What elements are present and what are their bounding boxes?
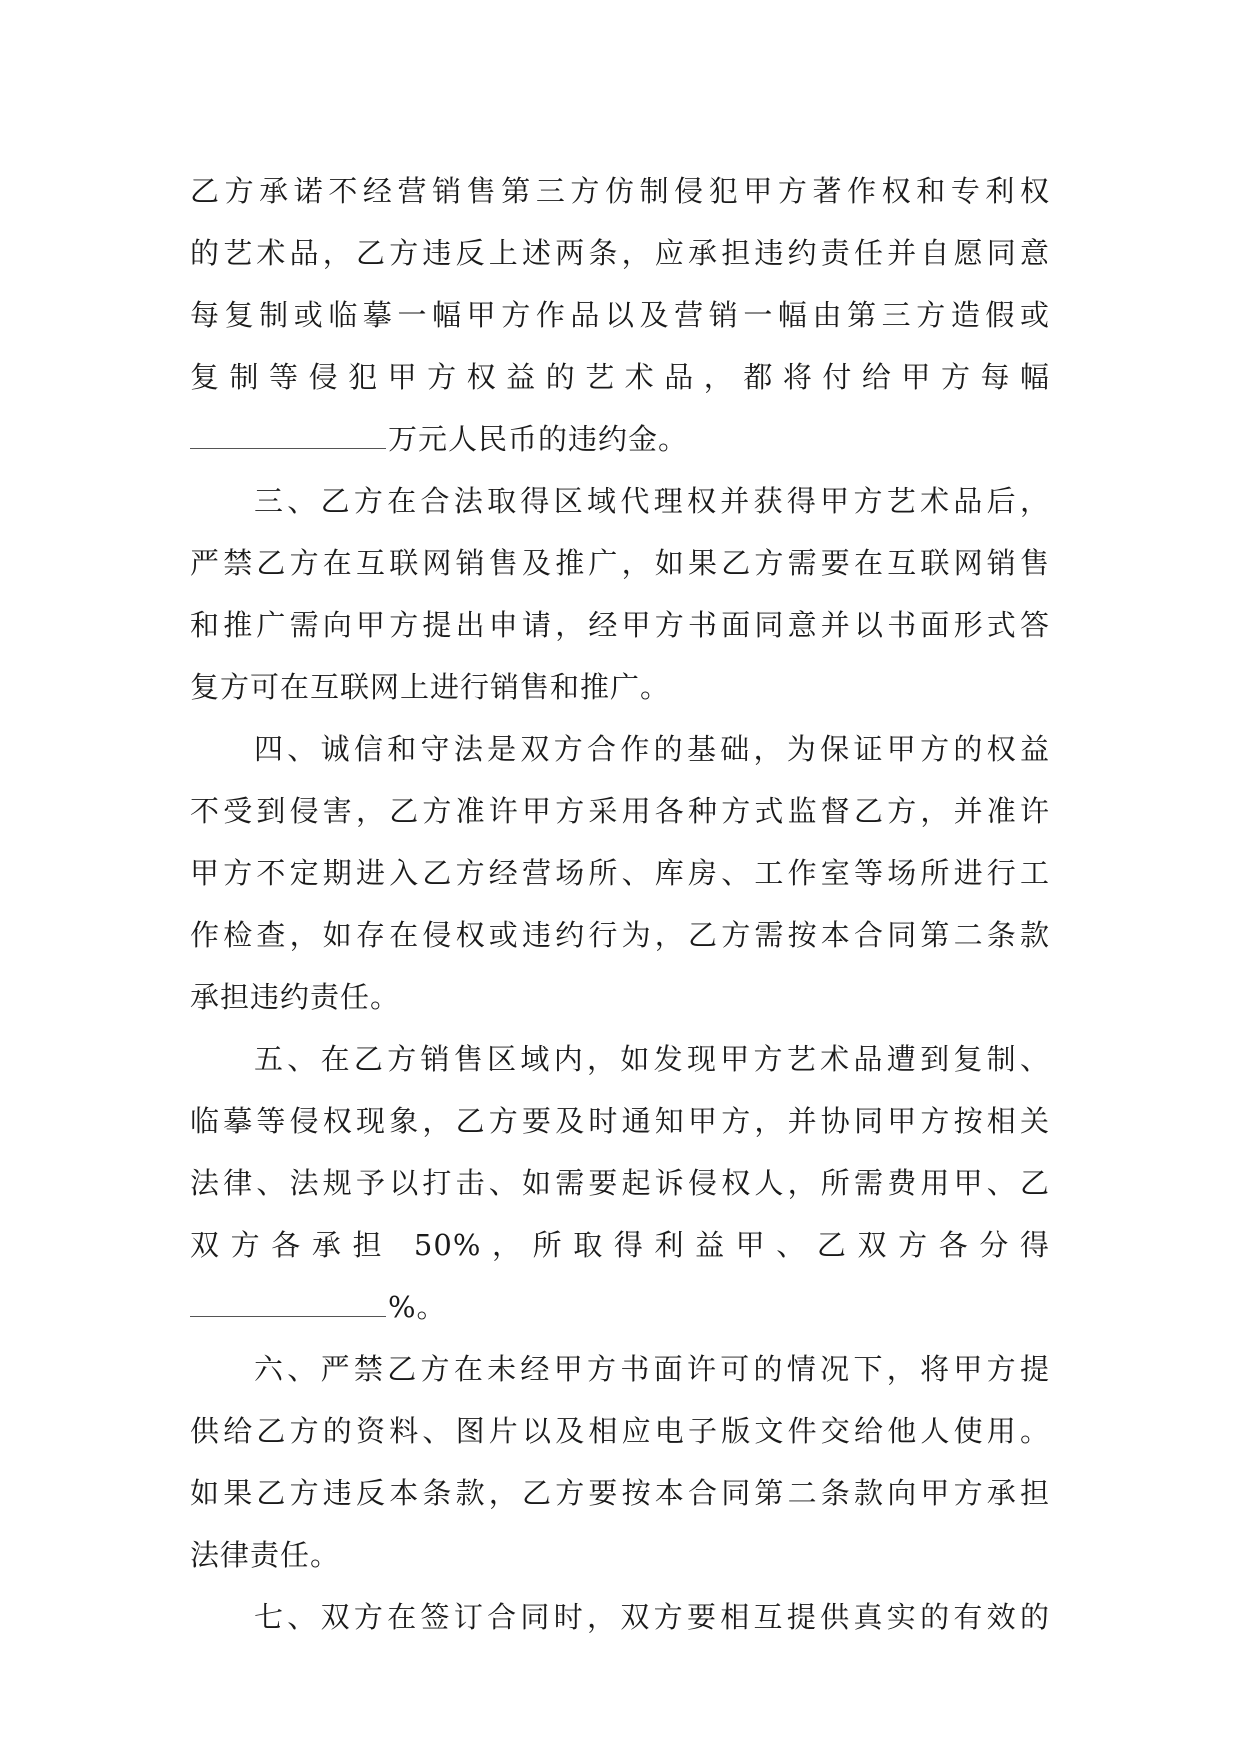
text-line: 不受到侵害，乙方准许甲方采用各种方式监督乙方，并准许 xyxy=(190,794,1050,828)
text-line: 三、乙方在合法取得区域代理权并获得甲方艺术品后， xyxy=(254,484,1050,518)
text-line: 复方可在互联网上进行销售和推广。 xyxy=(190,670,671,704)
text-line: 承担违约责任。 xyxy=(190,980,401,1014)
text-line: 四、诚信和守法是双方合作的基础，为保证甲方的权益 xyxy=(254,732,1050,766)
text-line: 六、严禁乙方在未经甲方书面许可的情况下，将甲方提 xyxy=(254,1352,1050,1386)
text-line: 甲方不定期进入乙方经营场所、库房、工作室等场所进行工 xyxy=(190,856,1050,890)
text-line: 五、在乙方销售区域内，如发现甲方艺术品遭到复制、 xyxy=(254,1042,1050,1076)
text-line: 七、双方在签订合同时，双方要相互提供真实的有效的 xyxy=(254,1600,1050,1634)
text-line: 每复制或临摹一幅甲方作品以及营销一幅由第三方造假或 xyxy=(190,298,1050,332)
text-line: 的艺术品，乙方违反上述两条，应承担违约责任并自愿同意 xyxy=(190,236,1050,270)
fill-in-blank[interactable] xyxy=(190,1315,386,1317)
text-line: 法律责任。 xyxy=(190,1538,341,1572)
text-line: 供给乙方的资料、图片以及相应电子版文件交给他人使用。 xyxy=(190,1414,1050,1448)
text-line: 临摹等侵权现象，乙方要及时通知甲方，并协同甲方按相关 xyxy=(190,1104,1050,1138)
text-line: 法律、法规予以打击、如需要起诉侵权人，所需费用甲、乙 xyxy=(190,1166,1050,1200)
text-fragment: 万元人民币的违约金。 xyxy=(388,422,689,456)
text-line xyxy=(190,1276,1050,1338)
contract-text xyxy=(190,160,1050,1648)
text-line: 如果乙方违反本条款，乙方要按本合同第二条款向甲方承担 xyxy=(190,1476,1050,1510)
text-line xyxy=(190,408,1050,470)
fill-in-blank[interactable] xyxy=(190,447,386,449)
text-line: 复制等侵犯甲方权益的艺术品，都将付给甲方每幅 xyxy=(190,360,1050,394)
text-line: 乙方承诺不经营销售第三方仿制侵犯甲方著作权和专利权 xyxy=(190,174,1050,208)
text-line: 作检查，如存在侵权或违约行为，乙方需按本合同第二条款 xyxy=(190,918,1050,952)
text-line: 双方各承担 50%，所取得利益甲、乙双方各分得 xyxy=(190,1228,1050,1262)
text-line: 和推广需向甲方提出申请，经甲方书面同意并以书面形式答 xyxy=(190,608,1050,642)
text-fragment: %。 xyxy=(388,1290,447,1324)
text-line: 严禁乙方在互联网销售及推广，如果乙方需要在互联网销售 xyxy=(190,546,1050,580)
